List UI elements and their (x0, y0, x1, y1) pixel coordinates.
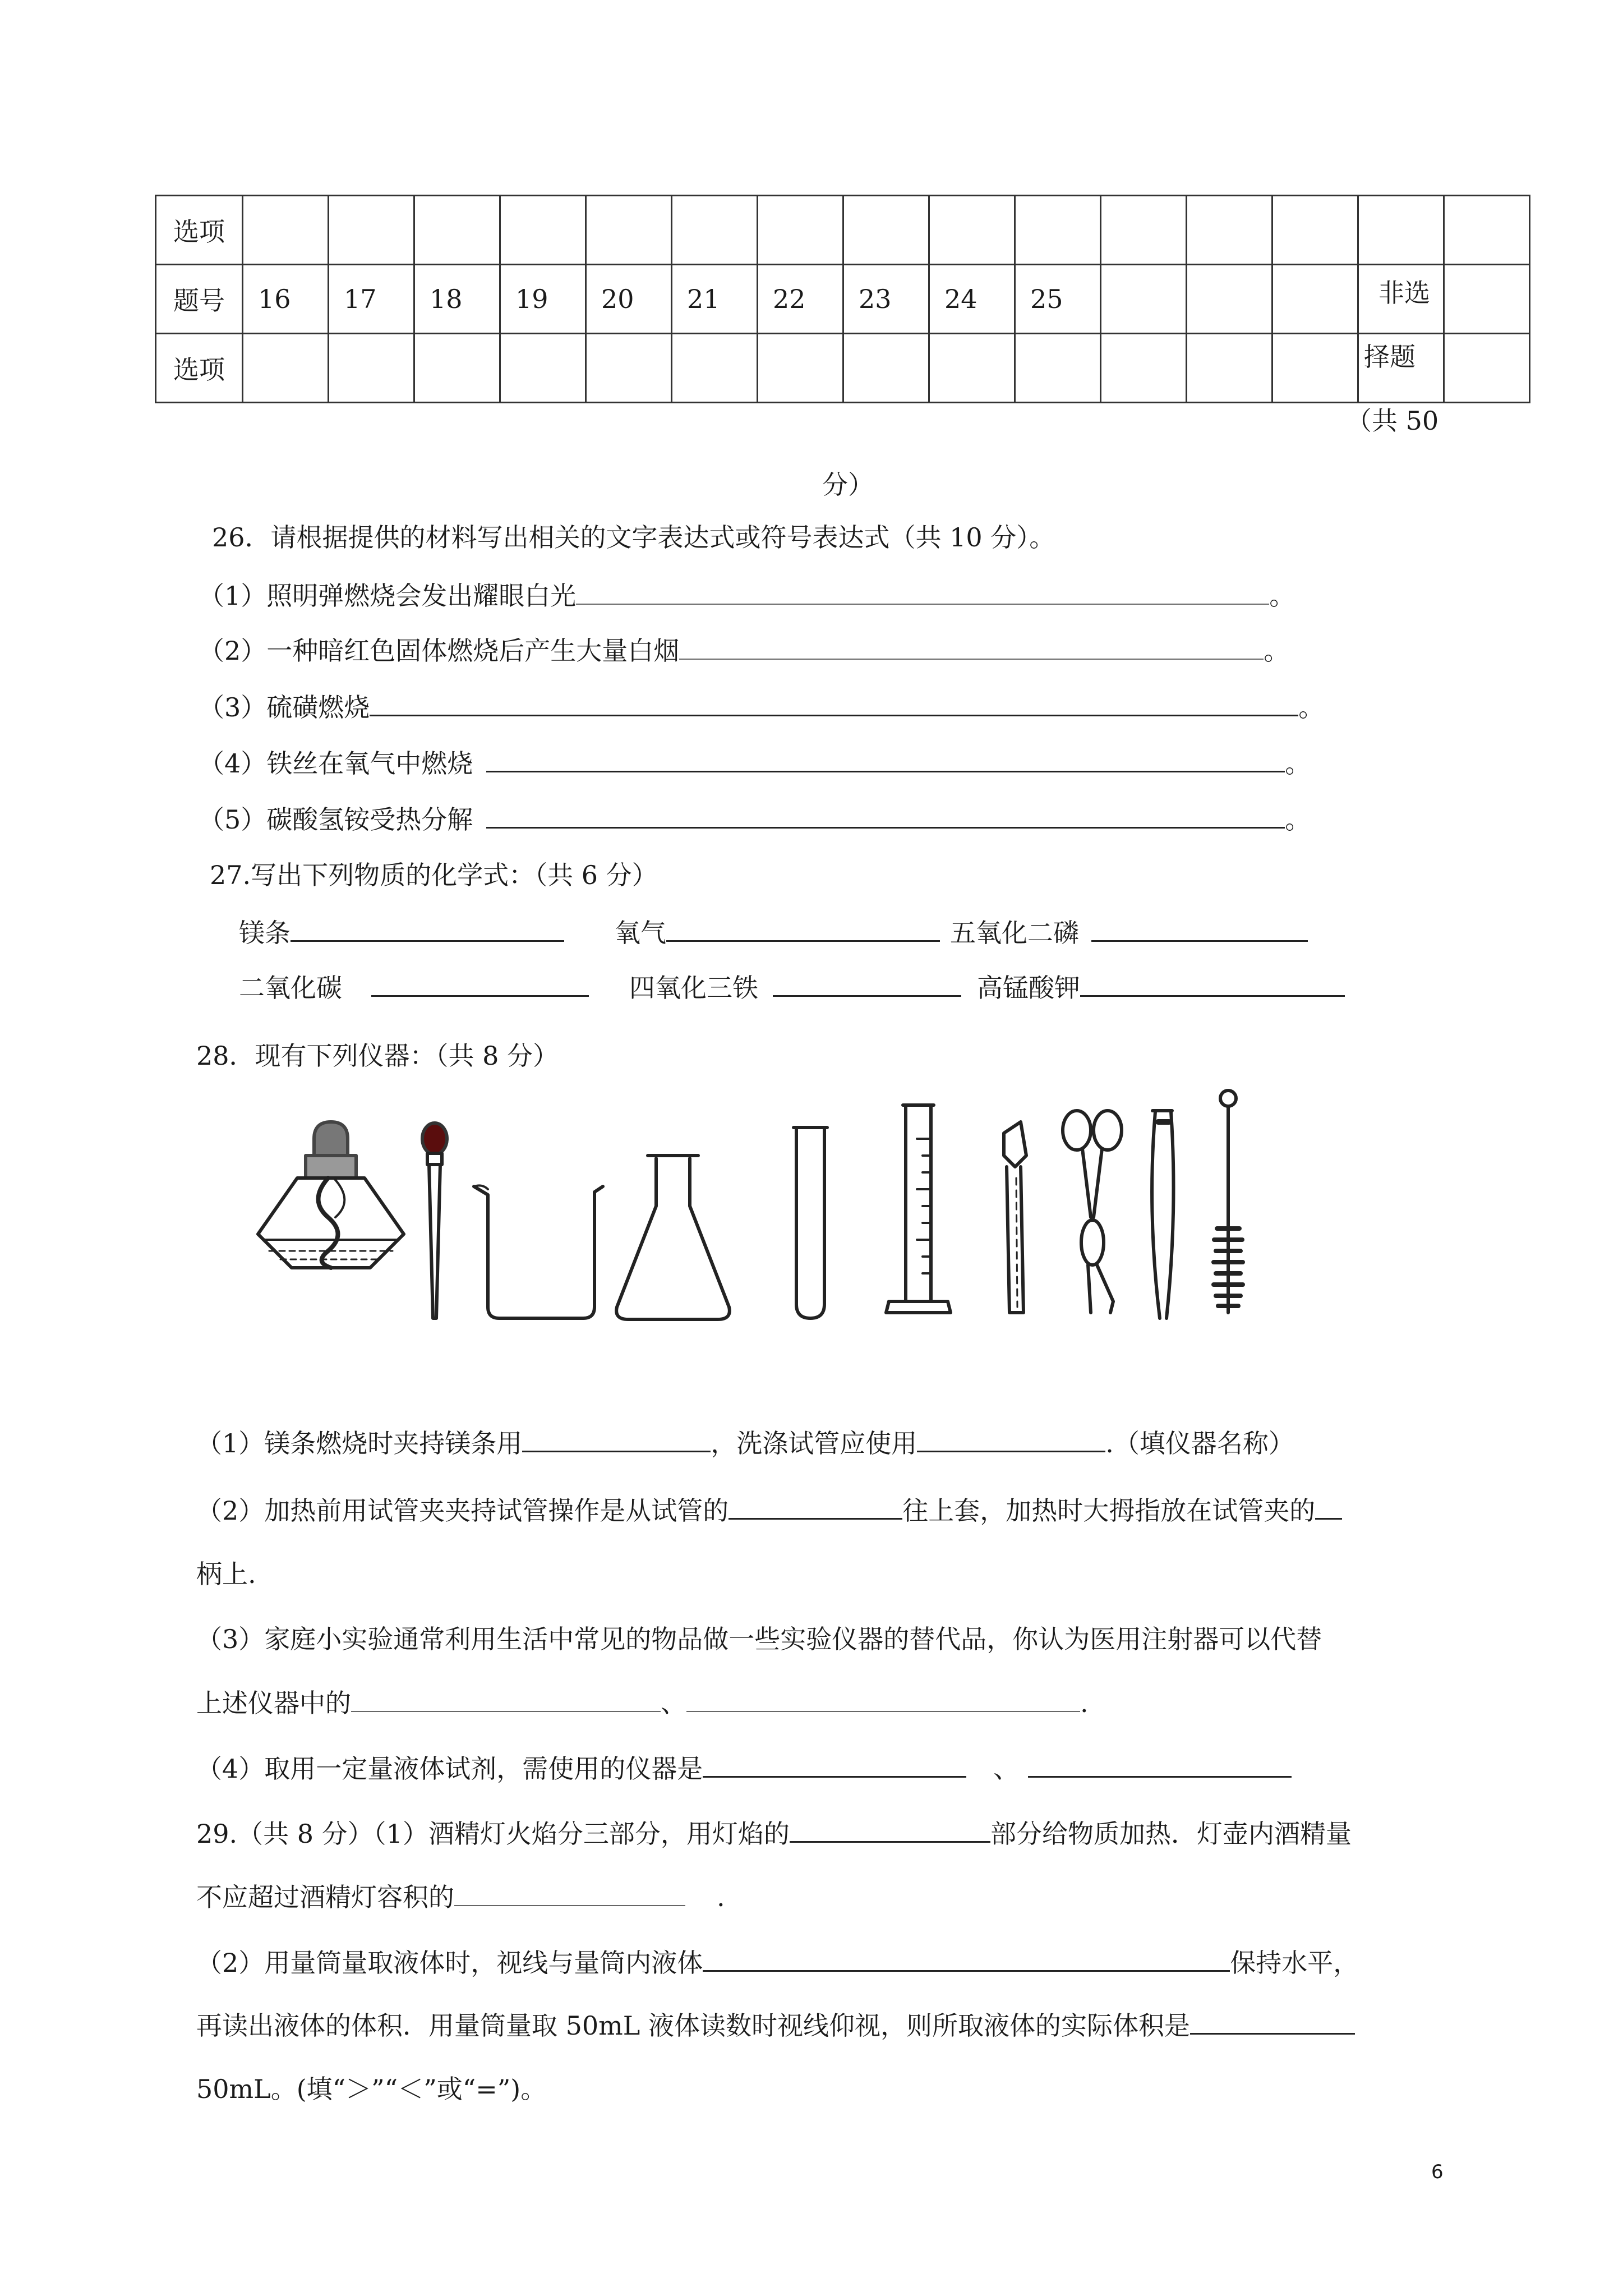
q26-item-text: （4）铁丝在氧气中燃烧 (199, 748, 473, 779)
conical-flask-icon (616, 1156, 730, 1319)
answer-cell (1187, 196, 1272, 265)
q29-text: 部分给物质加热．灯壶内酒精量 (990, 1819, 1352, 1849)
question-number: 22 (758, 265, 843, 334)
q28-text: 上述仪器中的 (196, 1688, 351, 1718)
answer-cell (758, 334, 843, 403)
row-label: 选项 (156, 334, 243, 403)
q28-part3-cont (196, 1685, 1089, 1720)
question-number: 23 (843, 265, 929, 334)
section-header-line: 择题 (1364, 342, 1415, 372)
table-row (156, 334, 1530, 403)
q28-part1 (196, 1425, 1294, 1460)
q28-text: 往上套，加热时大拇指放在试管夹的 (902, 1496, 1316, 1526)
answer-blank[interactable] (576, 578, 1269, 605)
q28-part3: （3）家庭小实验通常利用生活中常见的物品做一些实验仪器的替代品，你认为医用注射器可以代替 (196, 1624, 1322, 1654)
q28-title: 28．现有下列仪器：（共 8 分） (196, 1041, 559, 1071)
answer-cell (414, 334, 500, 403)
answer-blank[interactable] (486, 745, 1285, 772)
q29-text: . (717, 1882, 725, 1912)
section-header-line: 非选 (1378, 278, 1430, 308)
q29-text: 不应超过酒精灯容积的 (196, 1882, 454, 1912)
answer-blank[interactable] (1080, 969, 1345, 997)
q27-label: 高锰酸钾 (977, 973, 1080, 1003)
q29-line (196, 1815, 1352, 1851)
answer-cell (500, 334, 586, 403)
test-tube-brush-icon (1214, 1091, 1243, 1313)
answer-blank[interactable] (773, 969, 961, 997)
q26-item (199, 801, 1311, 836)
beaker-icon (474, 1185, 603, 1318)
answer-cell (929, 196, 1015, 265)
q27-label: 四氧化三铁 (629, 973, 758, 1003)
answer-cell (1444, 196, 1530, 265)
answer-cell (843, 196, 929, 265)
graduated-cylinder-icon (886, 1105, 951, 1313)
row-label: 选项 (156, 196, 243, 265)
q29-text: 保持水平， (1230, 1948, 1359, 1978)
dropper-icon (422, 1123, 447, 1318)
question-number: 24 (929, 265, 1015, 334)
q26-item-end: 。 (1264, 636, 1290, 666)
answer-cell (586, 196, 672, 265)
answer-cell (329, 196, 414, 265)
q26-item (199, 689, 1324, 724)
q28-text: . (1080, 1688, 1089, 1718)
q29-line (196, 1944, 1359, 1980)
table-row (156, 196, 1530, 265)
q28-part4 (196, 1750, 1292, 1786)
q27-label: 镁条 (239, 918, 291, 948)
answer-cell (586, 334, 672, 403)
q29-text: （2）用量筒量取液体时，视线与量筒内液体 (196, 1948, 703, 1978)
answer-cell (672, 334, 758, 403)
question-number: 25 (1015, 265, 1101, 334)
answer-blank[interactable] (917, 1425, 1105, 1452)
table-row (156, 265, 1530, 334)
answer-cell (1187, 334, 1272, 403)
q26-item-end: 。 (1285, 748, 1311, 779)
question-number (1444, 265, 1530, 334)
q27-label: 氧气 (615, 918, 666, 948)
q26-item-end: 。 (1298, 692, 1325, 723)
q28-text: .（填仪器名称） (1105, 1428, 1294, 1458)
answer-cell (1101, 196, 1187, 265)
answer-table (155, 195, 1530, 403)
q28-part2-cont: 柄上. (196, 1559, 256, 1589)
q26-item (199, 745, 1311, 780)
q26-item-text: （2）一种暗红色固体燃烧后产生大量白烟 (199, 636, 680, 666)
q27-row (950, 914, 1308, 950)
answer-cell (1358, 196, 1444, 265)
answer-cell (329, 334, 414, 403)
alcohol-lamp-icon (258, 1122, 404, 1268)
answer-cell (414, 196, 500, 265)
q27-row (239, 914, 564, 950)
question-number: 21 (672, 265, 758, 334)
q26-item-text: （3）硫磺燃烧 (199, 692, 370, 723)
question-number: 18 (414, 265, 500, 334)
answer-cell (1015, 196, 1101, 265)
answer-blank[interactable] (679, 633, 1264, 660)
answer-blank[interactable] (371, 969, 589, 997)
answer-blank[interactable] (728, 1492, 902, 1520)
q27-row (977, 969, 1345, 1005)
answer-cell (758, 196, 843, 265)
row-label: 题号 (156, 265, 243, 334)
section-header-line: 分） (822, 470, 874, 500)
q27-row (615, 914, 940, 950)
answer-blank[interactable] (1091, 914, 1308, 942)
q27-label: 二氧化碳 (239, 973, 342, 1003)
q28-part2 (196, 1492, 1342, 1527)
answer-blank[interactable] (1028, 1750, 1292, 1778)
answer-blank[interactable] (351, 1685, 661, 1712)
answer-cell (243, 196, 329, 265)
q28-text: （1）镁条燃烧时夹持镁条用 (196, 1428, 523, 1458)
answer-cell (929, 334, 1015, 403)
question-number: 17 (329, 265, 414, 334)
answer-blank[interactable] (454, 1879, 685, 1906)
q27-row (629, 969, 961, 1005)
q27-row (239, 969, 589, 1005)
q27-label: 五氧化二磷 (950, 918, 1079, 948)
crucible-tongs-icon (1063, 1111, 1122, 1313)
q27-title: 27.写出下列物质的化学式：（共 6 分） (210, 860, 658, 890)
apparatus-figure (224, 1088, 1290, 1346)
tweezers-icon (1152, 1111, 1173, 1318)
question-number: 16 (243, 265, 329, 334)
section-header-line: （共 50 (1346, 406, 1439, 436)
answer-cell (243, 334, 329, 403)
answer-cell (500, 196, 586, 265)
answer-cell (1272, 196, 1358, 265)
q28-text: （4）取用一定量液体试剂，需使用的仪器是 (196, 1754, 703, 1784)
answer-blank[interactable] (486, 801, 1285, 829)
q26-title: 26．请根据提供的材料写出相关的文字表达式或符号表达式（共 10 分）。 (212, 522, 1055, 553)
question-number (1187, 265, 1272, 334)
answer-blank[interactable] (370, 689, 1298, 716)
q28-text: ，洗涤试管应使用 (711, 1428, 917, 1458)
q29-line (196, 1879, 725, 1914)
question-number (1101, 265, 1187, 334)
answer-blank[interactable] (291, 914, 564, 942)
answer-blank[interactable] (790, 1815, 990, 1843)
q26-item-text: （1）照明弹燃烧会发出耀眼白光 (199, 581, 577, 611)
test-tube-holder-icon (1004, 1122, 1026, 1313)
q29-text: 再读出液体的体积．用量筒量取 50mL 液体读数时视线仰视，则所取液体的实际体积是 (196, 2010, 1190, 2041)
answer-blank[interactable] (686, 1685, 1080, 1712)
page-number: 6 (1431, 2161, 1444, 2183)
q26-item (199, 578, 1295, 613)
answer-blank[interactable] (1190, 2007, 1355, 2035)
answer-cell (1272, 334, 1358, 403)
q29-line (196, 2007, 1355, 2042)
q26-item-end: 。 (1269, 581, 1295, 611)
answer-cell (843, 334, 929, 403)
answer-cell (1444, 334, 1530, 403)
q29-line: 50mL。(填“＞”“＜”或“=”)。 (196, 2074, 547, 2104)
answer-blank[interactable] (703, 1944, 1230, 1972)
answer-cell (1101, 334, 1187, 403)
q28-text: （2）加热前用试管夹夹持试管操作是从试管的 (196, 1496, 729, 1526)
q26-item (199, 633, 1289, 668)
answer-blank[interactable] (522, 1425, 711, 1452)
test-tube-icon (794, 1128, 827, 1318)
answer-blank[interactable] (703, 1750, 966, 1778)
question-number (1272, 265, 1358, 334)
q29-text: 29.（共 8 分）（1）酒精灯火焰分三部分，用灯焰的 (196, 1819, 790, 1849)
q28-text: 、 (993, 1754, 1020, 1784)
q26-item-text: （5）碳酸氢铵受热分解 (199, 804, 473, 835)
answer-blank[interactable] (666, 914, 940, 942)
answer-blank[interactable] (1315, 1492, 1342, 1520)
q28-text: 、 (661, 1688, 686, 1718)
q26-item-end: 。 (1285, 804, 1311, 835)
question-number: 20 (586, 265, 672, 334)
answer-cell (1015, 334, 1101, 403)
question-number: 19 (500, 265, 586, 334)
answer-cell (672, 196, 758, 265)
